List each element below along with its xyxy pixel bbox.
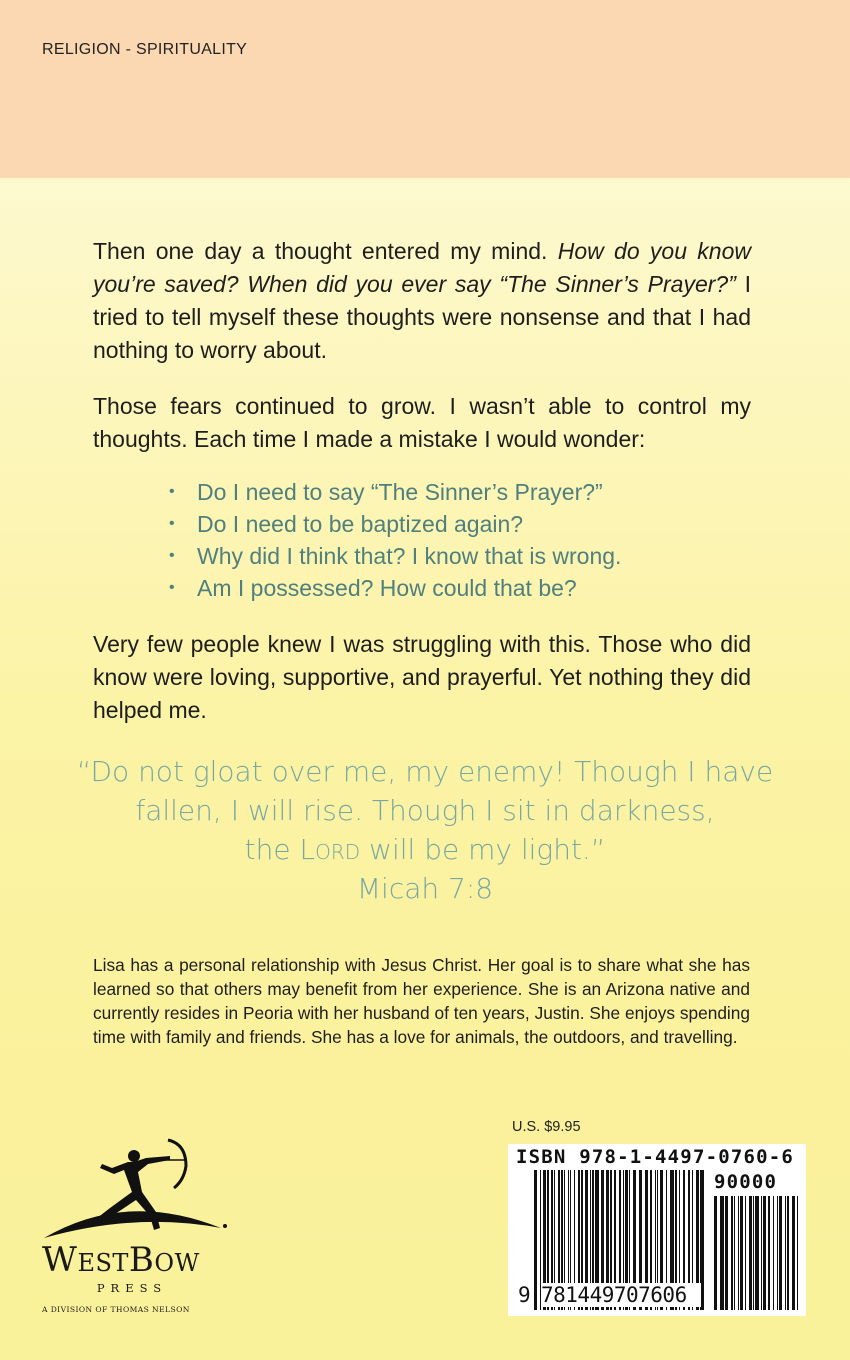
barcode-bar — [753, 1196, 754, 1310]
list-item: • Do I need to say “The Sinner’s Prayer?” — [168, 476, 621, 508]
barcode-bar — [777, 1196, 778, 1310]
question-list — [168, 476, 621, 604]
barcode-bar — [785, 1196, 786, 1310]
quote-reference: Micah 7:8 — [356, 872, 494, 905]
barcode-bar — [779, 1196, 782, 1310]
paragraph-1-lead: Then one day a thought entered my mind. — [93, 238, 558, 264]
quote-line-3 — [60, 830, 790, 869]
barcode-bar — [740, 1196, 743, 1310]
paragraph-1-rest: I tried to tell myself these thoughts were nonsense and that I had nothing to worry about. — [93, 271, 752, 363]
list-item: • Am I possessed? How could that be? — [168, 572, 621, 604]
barcode-bar — [787, 1196, 789, 1310]
quote-lord: Lord — [299, 833, 361, 866]
publisher-division: A DIVISION OF THOMAS NELSON — [42, 1305, 190, 1314]
ean-first-digit: 9 — [518, 1283, 531, 1307]
paragraph-1 — [93, 235, 751, 367]
price-label: U.S. $9.95 — [512, 1119, 581, 1135]
publisher-press: PRESS — [96, 1281, 168, 1295]
barcode-bar — [773, 1196, 774, 1310]
quote-line-3-end: will be my light.” — [360, 833, 606, 866]
quote-line-1: “Do not gloat over me, my enemy! Though I have — [76, 755, 774, 788]
barcode-bar — [797, 1196, 798, 1310]
author-bio: Lisa has a personal relationship with Jesus Christ. Her goal is to share what she has learned so that others may benefit from her experience. She is an Arizona native and currently resides in Peoria with her husband of ten years, Justin. She enjoys spending time with family and friends. She has a love for animals, the outdoors, and travelling. — [93, 955, 750, 1047]
barcode-bar — [720, 1196, 724, 1310]
barcode-bar — [725, 1196, 728, 1310]
scripture-quote — [60, 752, 790, 908]
paragraph-1-italic: How do you know you’re saved? When did you ever say “The Sinner’s Prayer?” — [93, 238, 751, 297]
category-label: RELIGION - SPIRITUALITY — [42, 41, 248, 58]
barcode-bar — [749, 1196, 752, 1310]
quote-line-2: fallen, I will rise. Though I sit in darkness, — [135, 794, 715, 827]
publisher-name: WestBow — [42, 1240, 200, 1280]
barcode-bar — [534, 1170, 537, 1310]
barcode-bar — [768, 1196, 770, 1310]
barcode-bar — [792, 1196, 795, 1310]
paragraph-2: Those fears continued to grow. I wasn’t able to control my thoughts. Each time I made a mistake I would wonder: — [93, 393, 751, 452]
quote-line-3-start: the — [244, 833, 300, 866]
barcode-bar — [763, 1196, 766, 1310]
barcode-bar — [734, 1196, 735, 1310]
list-item: • Why did I think that? I know that is wrong. — [168, 540, 621, 572]
barcode-bar — [761, 1196, 762, 1310]
barcode-bar — [738, 1196, 739, 1310]
paragraph-3: Very few people knew I was struggling with this. Those who did know were loving, supportive, and prayerful. Yet nothing they did helped me. — [93, 631, 751, 723]
barcode-addon-code: 90000 — [714, 1171, 778, 1193]
header-band — [0, 0, 850, 178]
barcode-bar — [714, 1196, 717, 1310]
barcode-bar — [745, 1196, 746, 1310]
isbn-label: ISBN 978-1-4497-0760-6 — [516, 1146, 795, 1168]
barcode-bar — [755, 1196, 759, 1310]
barcode-bar — [731, 1196, 733, 1310]
list-item: • Do I need to be baptized again? — [168, 508, 621, 540]
ean-digits: 781449707606 — [541, 1283, 701, 1307]
barcode — [508, 1144, 806, 1316]
